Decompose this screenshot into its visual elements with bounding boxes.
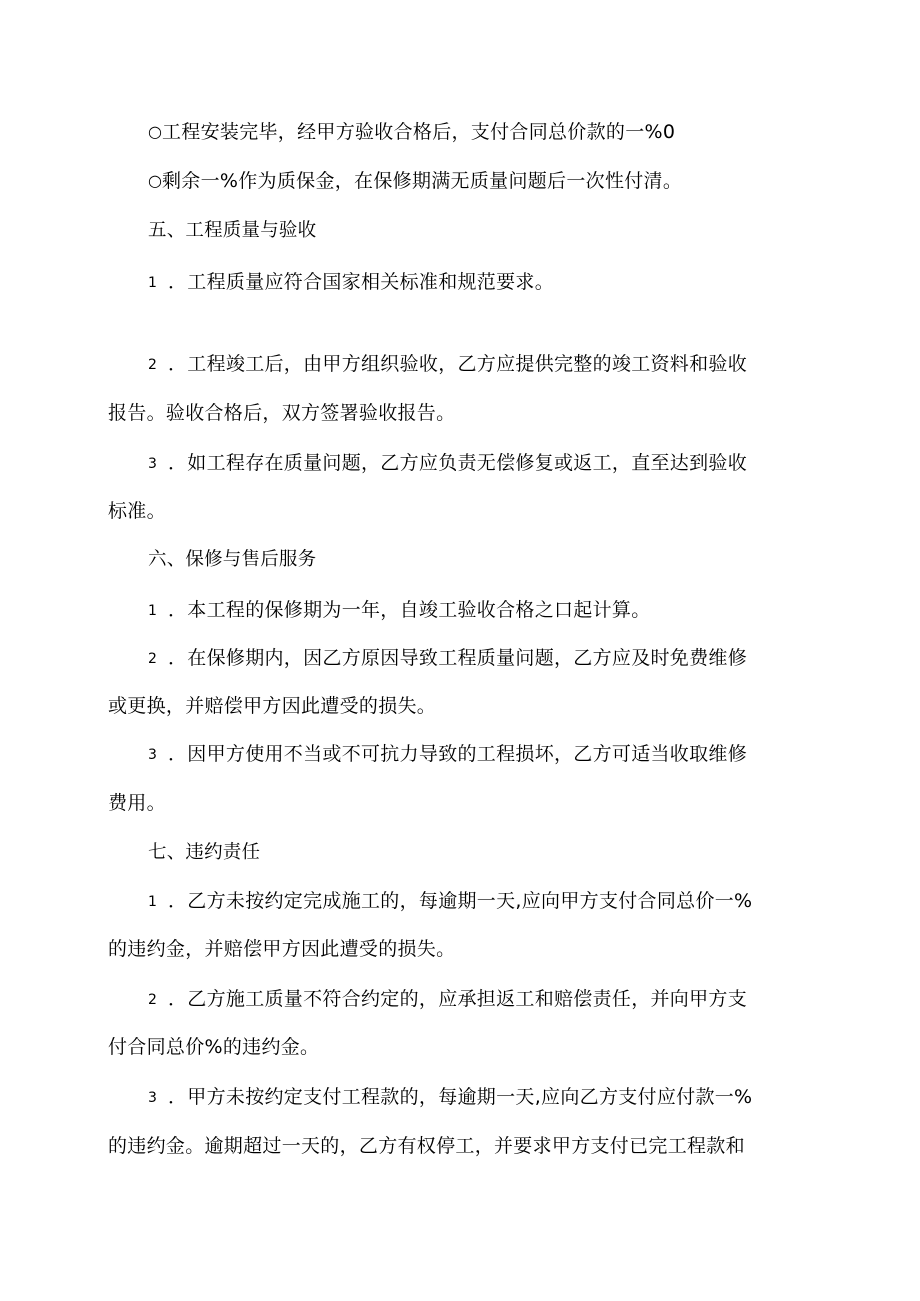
item-text: ．甲方未按约定支付工程款的，每逾期一天,应向乙方支付应付款一% bbox=[168, 1086, 753, 1108]
list-item bbox=[148, 646, 747, 671]
section-heading-quality: 五、工程质量与验收 bbox=[148, 220, 317, 241]
item-text: ．如工程存在质量问题，乙方应负责无偿修复或返工，直至达到验收 bbox=[168, 452, 748, 474]
item-number: 3 bbox=[148, 456, 158, 472]
payment-item-2 bbox=[148, 169, 682, 193]
item-text: ．因甲方使用不当或不可抗力导致的工程损坏，乙方可适当收取维修 bbox=[168, 743, 748, 765]
payment-item-1 bbox=[148, 120, 675, 144]
item-text: ．乙方未按约定完成施工的，每逾期一天,应向甲方支付合同总价一% bbox=[168, 890, 753, 912]
payment-text: 剩余一%作为质保金，在保修期满无质量问题后一次性付清。 bbox=[162, 170, 683, 192]
list-item bbox=[148, 352, 747, 377]
item-text: ．工程质量应符合国家相关标准和规范要求。 bbox=[168, 271, 555, 293]
list-item-continuation: 报告。验收合格后，双方签署验收报告。 bbox=[108, 402, 456, 424]
item-number: 1 bbox=[148, 894, 158, 910]
section-heading-warranty: 六、保修与售后服务 bbox=[148, 549, 317, 570]
bullet-icon: ○ bbox=[148, 171, 163, 190]
item-text: ．工程竣工后，由甲方组织验收，乙方应提供完整的竣工资料和验收 bbox=[168, 353, 748, 375]
list-item-continuation: 费用。 bbox=[108, 792, 166, 814]
bullet-icon: ○ bbox=[148, 122, 163, 141]
item-number: 3 bbox=[148, 747, 158, 763]
list-item-continuation: 标准。 bbox=[108, 500, 166, 522]
item-text: ．本工程的保修期为一年，自竣工验收合格之口起计算。 bbox=[168, 599, 651, 621]
item-number: 2 bbox=[148, 651, 158, 667]
list-item-continuation: 或更换，并赔偿甲方因此遭受的损失。 bbox=[108, 695, 437, 717]
item-text: ．乙方施工质量不符合约定的，应承担返工和赔偿责任，并向甲方支 bbox=[168, 988, 748, 1010]
list-item bbox=[148, 742, 747, 767]
list-item bbox=[148, 889, 752, 914]
item-text: ．在保修期内，因乙方原因导致工程质量问题，乙方应及时免费维修 bbox=[168, 647, 748, 669]
item-number: 2 bbox=[148, 357, 158, 373]
list-item-continuation: 的违约金。逾期超过一天的，乙方有权停工，并要求甲方支付已完工程款和 bbox=[108, 1135, 745, 1157]
item-number: 1 bbox=[148, 603, 158, 619]
item-number: 3 bbox=[148, 1090, 158, 1106]
list-item bbox=[148, 270, 554, 295]
list-item bbox=[148, 1085, 752, 1110]
list-item-continuation: 付合同总价%的违约金。 bbox=[108, 1036, 320, 1058]
list-item-continuation: 的违约金，并赔偿甲方因此遭受的损失。 bbox=[108, 938, 456, 960]
list-item bbox=[148, 451, 747, 476]
payment-text: 工程安装完毕，经甲方验收合格后，支付合同总价款的一%0 bbox=[162, 121, 676, 143]
list-item bbox=[148, 987, 747, 1012]
item-number: 2 bbox=[148, 992, 158, 1008]
item-number: 1 bbox=[148, 275, 158, 291]
section-heading-liability: 七、违约责任 bbox=[148, 842, 261, 863]
list-item bbox=[148, 598, 651, 623]
